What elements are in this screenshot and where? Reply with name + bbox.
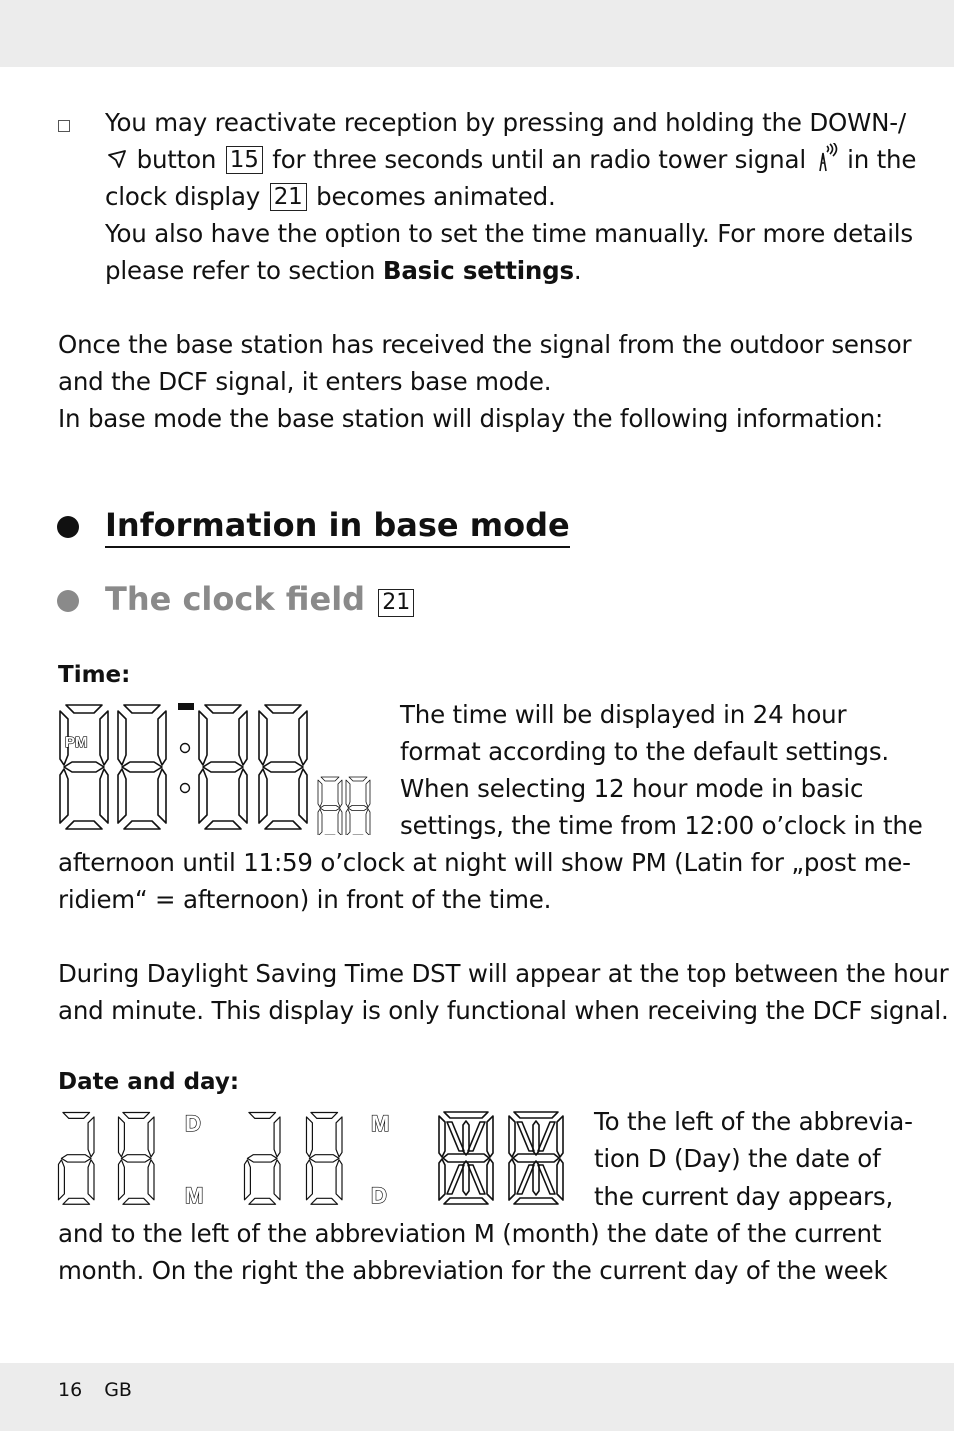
lcd-date-digit-2 (118, 1112, 154, 1204)
month-indicator-bottom: M (185, 1183, 204, 1208)
date-full-line-2: month. On the right the abbreviation for the current day of the week (58, 1256, 888, 1285)
bullet-line-3a: clock display (105, 182, 261, 211)
checkbox-icon (58, 120, 70, 132)
lcd-date-display (55, 1108, 575, 1208)
date-right-line-1: To the left of the abbrevia- (594, 1107, 913, 1136)
bullet-line-3 (105, 178, 556, 215)
heading-clock-field-text: The clock field (105, 580, 366, 618)
lcd-date-digit-1 (58, 1112, 94, 1204)
bullet-line-5a: please refer to section (105, 256, 376, 285)
time-right-line-1: The time will be displayed in 24 hour (400, 700, 847, 729)
bullet-line-5 (105, 252, 581, 289)
date-full-line-1: and to the left of the abbreviation M (month) the date of the current (58, 1219, 882, 1248)
intro-line-3: In base mode the base station will display the following information: (58, 404, 884, 433)
bullet-line-2 (105, 141, 916, 178)
ref-21: 21 (270, 183, 307, 211)
heading-clock-field (105, 580, 416, 618)
ref-15: 15 (226, 146, 263, 174)
bullet-line-2a: button (136, 145, 217, 174)
top-bar (0, 0, 954, 67)
lcd-digit-minute-units (259, 705, 307, 829)
language-code: GB (104, 1379, 132, 1401)
bullet-dot-icon (57, 590, 79, 612)
time-label: Time: (58, 662, 131, 688)
radio-tower-icon (814, 143, 840, 173)
bullet-dot-icon (57, 516, 79, 538)
pm-indicator: PM (65, 734, 88, 751)
time-right-line-4: settings, the time from 12:00 o’clock in the (400, 811, 923, 840)
bullet-line-2b: for three seconds until an radio tower signal (272, 145, 806, 174)
bullet-line-1: You may reactivate reception by pressing and holding the DOWN-/ (105, 108, 906, 137)
lcd-weekday-char-1 (439, 1112, 493, 1204)
day-indicator-top: D (185, 1111, 201, 1136)
colon-dot-bottom (181, 784, 190, 793)
lcd-digit-minute-tens (199, 705, 247, 829)
dst-indicator (178, 703, 194, 710)
intro-line-1: Once the base station has received the signal from the outdoor sensor (58, 330, 912, 359)
time-full-line-2: ridiem“ = afternoon) in front of the time. (58, 885, 552, 914)
time-right-line-3: When selecting 12 hour mode in basic (400, 774, 864, 803)
day-indicator-bottom: D (371, 1183, 387, 1208)
bullet-line-5b: . (573, 256, 582, 285)
lcd-date-digit-4 (306, 1112, 342, 1204)
page-number: 16 (58, 1379, 83, 1401)
date-right-line-3: the current day appears, (594, 1182, 894, 1211)
lcd-digit-hour-tens (60, 705, 108, 829)
date-label: Date and day: (58, 1069, 240, 1095)
colon-dot-top (181, 744, 190, 753)
heading-base-mode: Information in base mode (105, 506, 570, 548)
bullet-line-3b: becomes animated. (316, 182, 556, 211)
lcd-digit-second-tens (318, 777, 342, 835)
month-indicator-top: M (371, 1111, 390, 1136)
lcd-date-digit-3 (244, 1112, 280, 1204)
basic-settings-ref: Basic settings (382, 256, 574, 285)
ref-21: 21 (378, 589, 414, 617)
lcd-digit-second-units (346, 777, 370, 835)
down-arrow-icon (105, 147, 129, 171)
lcd-time-display (55, 700, 375, 835)
dst-line-2: and minute. This display is only functional when receiving the DCF signal. (58, 996, 949, 1025)
dst-line-1: During Daylight Saving Time DST will appear at the top between the hour (58, 959, 949, 988)
bullet-line-2c: in the (847, 145, 917, 174)
lcd-digit-hour-units (118, 705, 166, 829)
bullet-line-4: You also have the option to set the time manually. For more details (105, 219, 913, 248)
lcd-weekday-char-2 (509, 1112, 563, 1204)
time-full-line-1: afternoon until 11:59 o’clock at night will show PM (Latin for „post me- (58, 848, 911, 877)
date-right-line-2: tion D (Day) the date of (594, 1144, 881, 1173)
time-right-line-2: format according to the default settings. (400, 737, 890, 766)
page-footer (58, 1379, 154, 1401)
intro-line-2: and the DCF signal, it enters base mode. (58, 367, 552, 396)
